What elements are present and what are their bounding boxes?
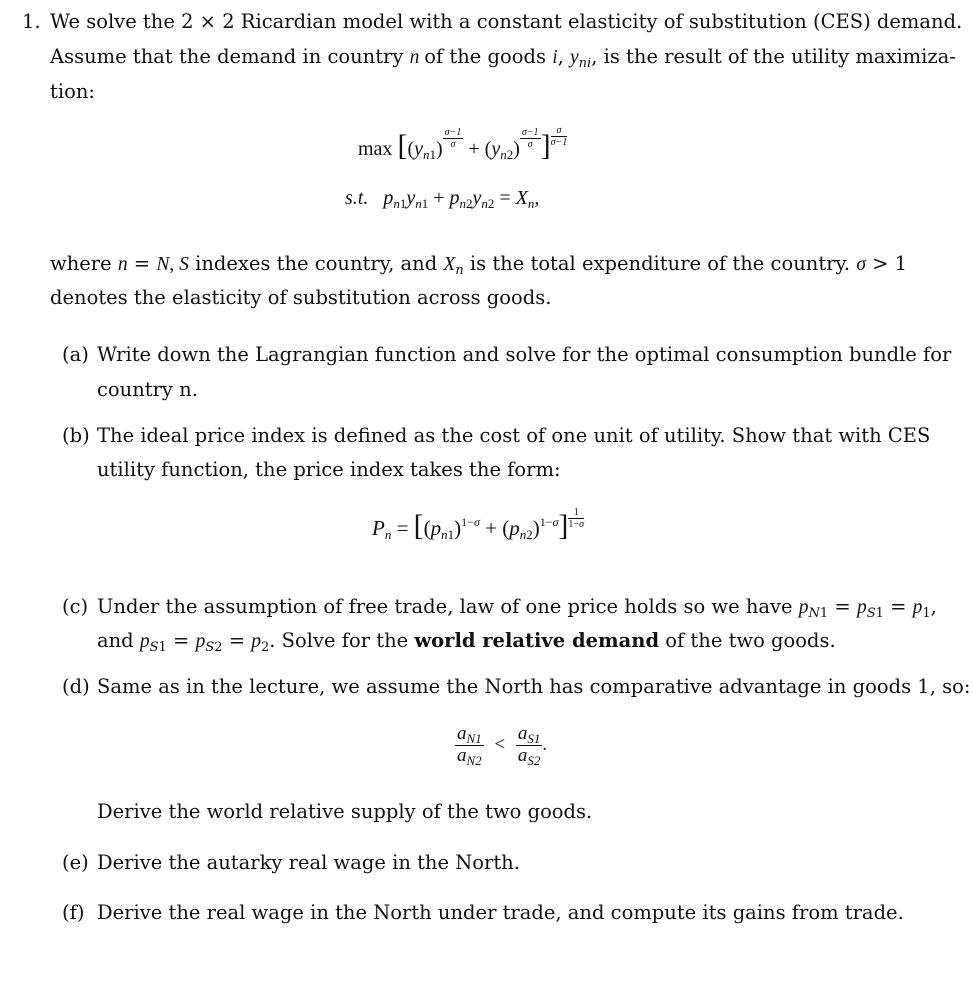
part-e-line-1: Derive the autarky real wage in the North.: [97, 851, 520, 874]
part-a-label: (a): [62, 343, 89, 366]
part-d-label: (d): [62, 675, 90, 698]
intro-line-2-pre: Assume that the demand in country: [50, 45, 404, 68]
part-a-line-2: country n.: [97, 378, 198, 401]
part-c-label: (c): [62, 595, 89, 618]
intro-line-2-mid2: is the result of the utility maximiza-: [603, 45, 956, 68]
st-label: s.t.: [345, 187, 369, 209]
objective-equation: $\max [(y_{n1})$ $\frac{\sigma-1}{\sigma}$ + $(y_{n2})$ $\frac{\sigma-1}{\sigma}$ ] $\frac{\sigma}{\sigma-1}$: [358, 124, 568, 162]
comparative-advantage-inequality: $\frac{a_{N1}}{a_{N2}}$ < $\frac{a_{S1}}{a_{S2}}$ .: [457, 723, 548, 768]
part-e-label: (e): [62, 851, 89, 874]
where-line-2: denotes the elasticity of substitution across goods.: [50, 286, 552, 309]
intro-line-3: tion:: [50, 80, 95, 103]
intro-line-2: Assume that the demand in country n of the goods i, $y_{ni}$, is the result of the utility maximiza-: [50, 45, 956, 71]
part-f-line-1: Derive the real wage in the North under trade, and compute its gains from trade.: [97, 901, 904, 924]
world-relative-demand-term: world relative demand: [414, 629, 660, 652]
part-f-label: (f): [62, 901, 85, 924]
part-d-line-1: Same as in the lecture, we assume the North has comparative advantage in goods 1, so:: [97, 675, 971, 698]
intro-line-2-mid1: of the goods: [424, 45, 546, 68]
constraint-equation: s.t. $p_{n1}y_{n1} + p_{n2}y_{n2} = X_n$,: [345, 187, 540, 211]
part-b-line-2: utility function, the price index takes the form:: [97, 458, 561, 481]
part-c-line-2: and $p_{S1} = p_{S2} = p_2$. Solve for the world relative demand of the two goods.: [97, 629, 836, 655]
problem-number: 1.: [22, 10, 41, 33]
price-index-equation: $Pn = [(pn1)^{1-\sigma} + (pn2)^{1-\sigma}]$ $\frac{1}{1-\sigma}$: [372, 506, 584, 542]
max-operator: max: [358, 138, 393, 160]
part-a-line-1: Write down the Lagrangian function and solve for the optimal consumption bundle for: [97, 343, 952, 366]
part-b-line-1: The ideal price index is defined as the cost of one unit of utility. Show that with CES: [97, 424, 931, 447]
part-d-line-2: Derive the world relative supply of the two goods.: [97, 800, 593, 823]
intro-line-1: We solve the 2 × 2 Ricardian model with a constant elasticity of substitution (CES) demand.: [50, 10, 963, 33]
part-c-line-1: Under the assumption of free trade, law of one price holds so we have $p_{N1} = p_{S1} = p_1$,: [97, 595, 937, 621]
where-line-1: where n = N, S indexes the country, and $X_n$ is the total expenditure of the country. σ > 1: [50, 252, 908, 278]
part-b-label: (b): [62, 424, 90, 447]
